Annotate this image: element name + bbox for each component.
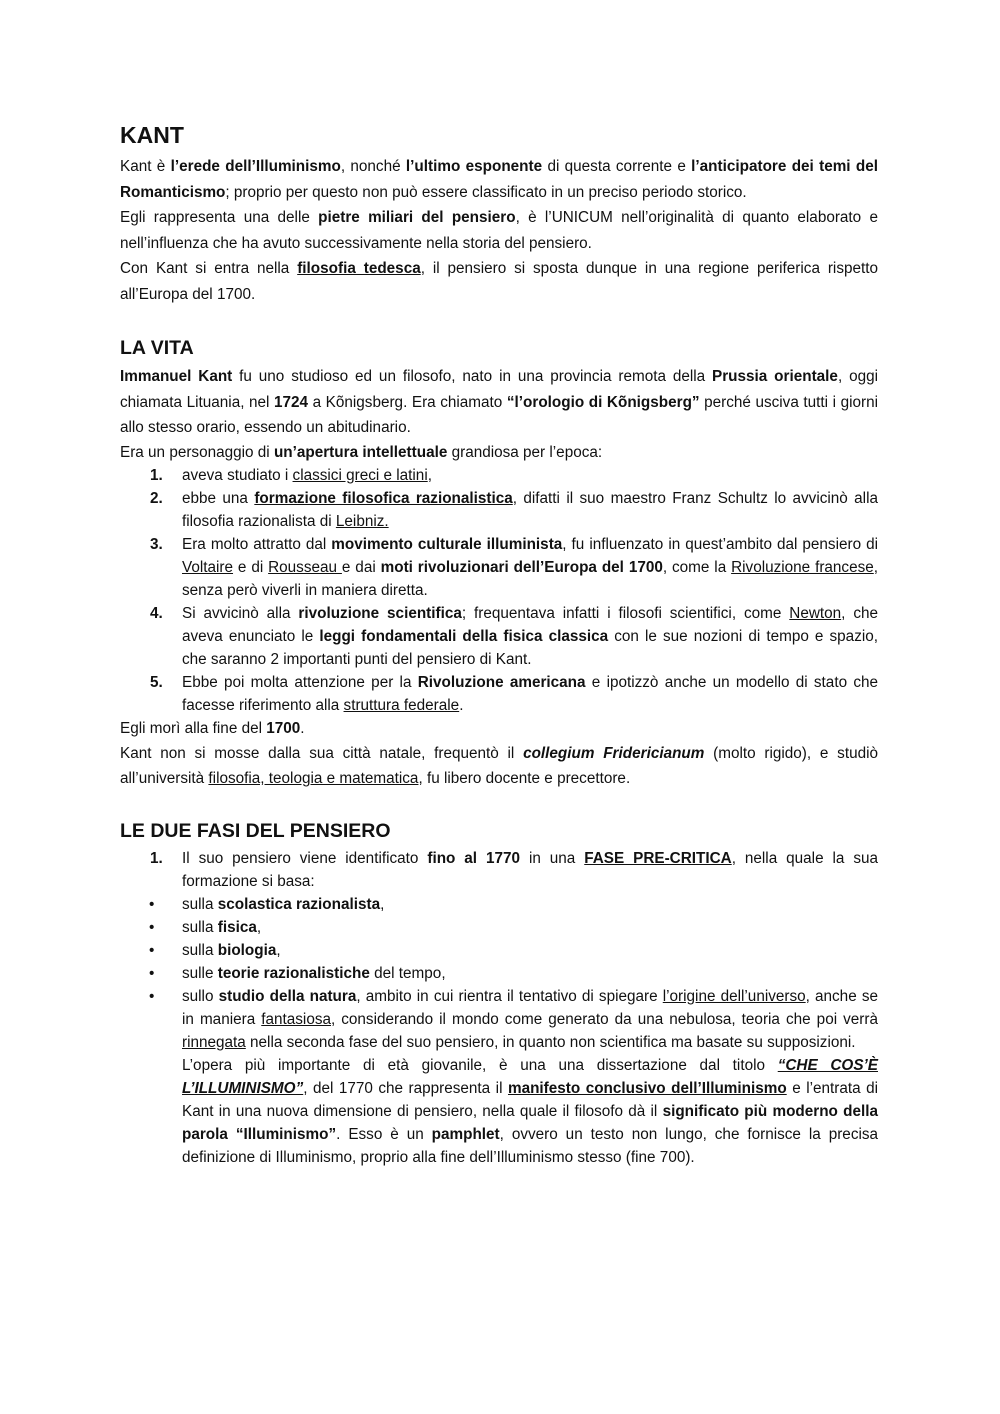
text: . bbox=[300, 720, 305, 737]
text: , il pensiero si sposta dunque in una regione periferica rispetto all’Europa del 1700. bbox=[120, 260, 879, 303]
text: , fu libero docente e precettore. bbox=[418, 770, 631, 787]
list-number: 4. bbox=[150, 605, 163, 622]
bullet-icon: • bbox=[149, 964, 155, 982]
vita-numbered-list bbox=[120, 464, 878, 717]
section-title-fasi: LE DUE FASI DEL PENSIERO bbox=[120, 819, 391, 842]
section-title-kant: KANT bbox=[120, 122, 184, 148]
text: , bbox=[256, 918, 262, 936]
bold-text: fino al 1770 bbox=[427, 849, 521, 867]
underlined-text: rinnegata bbox=[182, 1033, 246, 1051]
section-title-vita: LA VITA bbox=[120, 337, 194, 359]
vita-paragraph-2 bbox=[120, 441, 878, 465]
bold-text: 1724 bbox=[274, 393, 309, 411]
list-number: 1. bbox=[150, 467, 163, 484]
kant-paragraph-1 bbox=[120, 154, 878, 205]
text: sulla bbox=[182, 941, 218, 959]
bold-italic-underlined-text: “CHE COS’È L’ILLUMINISMO” bbox=[182, 1056, 878, 1097]
bold-text: un’apertura intellettuale bbox=[273, 443, 448, 461]
underlined-text: Rousseau bbox=[268, 559, 342, 576]
text: Con Kant si entra nella bbox=[120, 260, 298, 277]
text: ; frequentava infatti i filosofi scientifici, come bbox=[461, 605, 790, 622]
text: Egli morì alla fine del bbox=[120, 720, 267, 737]
text: sullo bbox=[182, 987, 219, 1005]
underlined-text: classici greci e latini bbox=[292, 467, 428, 484]
text: L’opera più importante di età giovanile, è una una dissertazione dal titolo bbox=[182, 1056, 778, 1074]
list-item bbox=[120, 939, 878, 962]
list-item bbox=[120, 893, 878, 916]
text: ; proprio per questo non può essere classificato in un preciso periodo storico. bbox=[225, 183, 747, 201]
text: (molto rigido), e studiò all’università bbox=[120, 744, 878, 787]
text: a Kõnigsberg. Era chiamato bbox=[308, 393, 507, 411]
list-item bbox=[120, 671, 878, 717]
fasi-numbered-list bbox=[120, 847, 878, 893]
vita-paragraph-4 bbox=[120, 741, 878, 792]
bold-text: teorie razionalistiche bbox=[217, 964, 370, 982]
list-item bbox=[120, 985, 878, 1054]
bold-underlined-text: FASE PRE-CRITICA bbox=[584, 849, 732, 867]
bullet-icon: • bbox=[149, 941, 155, 959]
text: , considerando il mondo come generato da una nebulosa, teoria che poi verrà bbox=[330, 1010, 878, 1028]
text: Kant è bbox=[120, 158, 171, 175]
bold-text: 1700 bbox=[266, 720, 301, 737]
text: Ebbe poi molta attenzione per la bbox=[182, 674, 418, 691]
vita-paragraph-1 bbox=[120, 364, 878, 441]
bold-underlined-text: formazione filosofica razionalistica bbox=[254, 490, 513, 507]
text: nella seconda fase del suo pensiero, in quanto non scientifica ma basate su supposizioni. bbox=[245, 1033, 856, 1051]
text: , del 1770 che rappresenta il bbox=[303, 1079, 508, 1097]
text: grandiosa per l’epoca: bbox=[447, 443, 603, 461]
bold-text: Immanuel Kant bbox=[120, 368, 233, 385]
underlined-text: fantasiosa bbox=[261, 1010, 331, 1028]
text: Era un personaggio di bbox=[120, 443, 274, 461]
vita-paragraph-3 bbox=[120, 717, 878, 741]
text: , anche se in maniera bbox=[182, 987, 878, 1028]
text: , che aveva enunciato le bbox=[182, 605, 878, 645]
text: , come la bbox=[662, 559, 732, 576]
list-item bbox=[120, 533, 878, 602]
bold-text: rivoluzione scientifica bbox=[298, 605, 462, 622]
fasi-bullet-list bbox=[120, 893, 878, 1054]
bold-text: “l’orologio di Kõnigsberg” bbox=[506, 393, 700, 411]
text: e ipotizzò anche un modello di stato che facesse riferimento alla bbox=[182, 674, 878, 714]
text: e dai bbox=[341, 559, 381, 576]
list-item bbox=[120, 464, 878, 487]
kant-paragraph-3 bbox=[120, 256, 878, 307]
bold-underlined-text: manifesto conclusivo dell’Illuminismo bbox=[507, 1079, 787, 1097]
text: di questa corrente e bbox=[542, 158, 692, 175]
bold-text: pietre miliari del pensiero bbox=[318, 209, 516, 226]
kant-paragraph-2 bbox=[120, 205, 878, 256]
underlined-text: l’origine dell’universo bbox=[662, 987, 806, 1005]
bold-italic-text: collegium Fridericianum bbox=[523, 744, 705, 762]
bold-text: significato più moderno della parola “Illuminismo” bbox=[182, 1102, 879, 1143]
text: , bbox=[380, 895, 385, 913]
fasi-opera-paragraph bbox=[120, 1054, 878, 1169]
underlined-text: Leibniz. bbox=[335, 513, 389, 530]
text: e l’entrata di Kant in una nuova dimensione di pensiero, nella quale il filosofo dà il bbox=[182, 1079, 879, 1120]
text: sulle bbox=[182, 964, 218, 982]
underlined-text: struttura federale bbox=[343, 697, 460, 714]
list-item bbox=[120, 602, 878, 671]
list-number: 1. bbox=[150, 849, 163, 867]
list-item bbox=[120, 487, 878, 533]
bold-text: moti rivoluzionari dell’Europa del 1700 bbox=[380, 559, 663, 576]
underlined-text: filosofia, teologia e matematica bbox=[208, 770, 419, 787]
document-page bbox=[120, 120, 878, 1169]
underlined-text: Newton bbox=[789, 605, 842, 622]
text: e di bbox=[233, 559, 269, 576]
text: ebbe una bbox=[182, 490, 255, 507]
bold-text: Prussia orientale bbox=[712, 368, 838, 385]
text: . bbox=[459, 697, 464, 714]
text: con le sue nozioni di tempo e spazio, che saranno 2 importanti punti del pensiero di Kant. bbox=[182, 628, 878, 668]
text: del tempo, bbox=[369, 964, 446, 982]
text: fu uno studioso ed un filosofo, nato in una provincia remota della bbox=[232, 368, 713, 385]
bold-text: pamphlet bbox=[431, 1125, 500, 1143]
bold-text: Rivoluzione americana bbox=[417, 674, 586, 691]
text: . Esso è un bbox=[336, 1125, 432, 1143]
text: sulla bbox=[182, 895, 218, 913]
bullet-icon: • bbox=[149, 987, 155, 1005]
bold-text: scolastica razionalista bbox=[217, 895, 381, 913]
text: , bbox=[427, 467, 432, 484]
underlined-text: Rivoluzione francese bbox=[731, 559, 874, 576]
bold-text: movimento culturale illuminista bbox=[331, 536, 563, 553]
text: , è l’UNICUM nell’originalità di quanto elaborato e nell’influenza che ha avuto successivamente nella storia del pensiero. bbox=[120, 209, 878, 252]
bullet-icon: • bbox=[149, 918, 155, 936]
bold-text: studio della natura bbox=[218, 987, 357, 1005]
text: , oggi chiamata Lituania, nel bbox=[120, 368, 878, 411]
bold-text: l’ultimo esponente bbox=[405, 158, 543, 175]
bold-text: leggi fondamentali della fisica classica bbox=[319, 628, 609, 645]
list-number: 3. bbox=[150, 536, 163, 553]
text: , ovvero un testo non lungo, che fornisce la precisa definizione di Illuminismo, proprio alla fine dell’Illuminismo stesso (fine 700). bbox=[182, 1125, 879, 1166]
text: , fu influenzato in quest’ambito dal pensiero di bbox=[562, 536, 878, 553]
text: perché usciva tutti i giorni allo stesso orario, essendo un abitudinario. bbox=[120, 393, 878, 436]
text: Il suo pensiero viene identificato bbox=[182, 849, 428, 867]
bold-underlined-text: filosofia tedesca bbox=[297, 260, 421, 277]
bold-text: l’anticipatore dei temi del Romanticismo bbox=[120, 158, 878, 201]
list-item bbox=[120, 847, 878, 893]
bold-text: l’erede dell’Illuminismo bbox=[170, 158, 341, 175]
list-item bbox=[120, 962, 878, 985]
bold-text: biologia bbox=[217, 941, 277, 959]
text: , nella quale la sua formazione si basa: bbox=[182, 849, 878, 890]
list-item bbox=[120, 916, 878, 939]
text: sulla bbox=[182, 918, 218, 936]
text: , nonché bbox=[340, 158, 406, 175]
bold-text: fisica bbox=[217, 918, 257, 936]
underlined-text: Voltaire bbox=[182, 559, 234, 576]
text: in una bbox=[520, 849, 585, 867]
text: Kant non si mosse dalla sua città natale, frequentò il bbox=[120, 744, 524, 762]
bullet-icon: • bbox=[149, 895, 155, 913]
text: Era molto attratto dal bbox=[182, 536, 332, 553]
text: , difatti il suo maestro Franz Schultz lo avvicinò alla filosofia razionalista di bbox=[182, 490, 878, 530]
text: , ambito in cui rientra il tentativo di spiegare bbox=[356, 987, 663, 1005]
text: Si avvicinò alla bbox=[182, 605, 299, 622]
list-number: 5. bbox=[150, 674, 163, 691]
text: Egli rappresenta una delle bbox=[120, 209, 319, 226]
text: aveva studiato i bbox=[182, 467, 293, 484]
list-number: 2. bbox=[150, 490, 163, 507]
text: , bbox=[276, 941, 281, 959]
text: , senza però viverli in maniera diretta. bbox=[182, 559, 878, 599]
